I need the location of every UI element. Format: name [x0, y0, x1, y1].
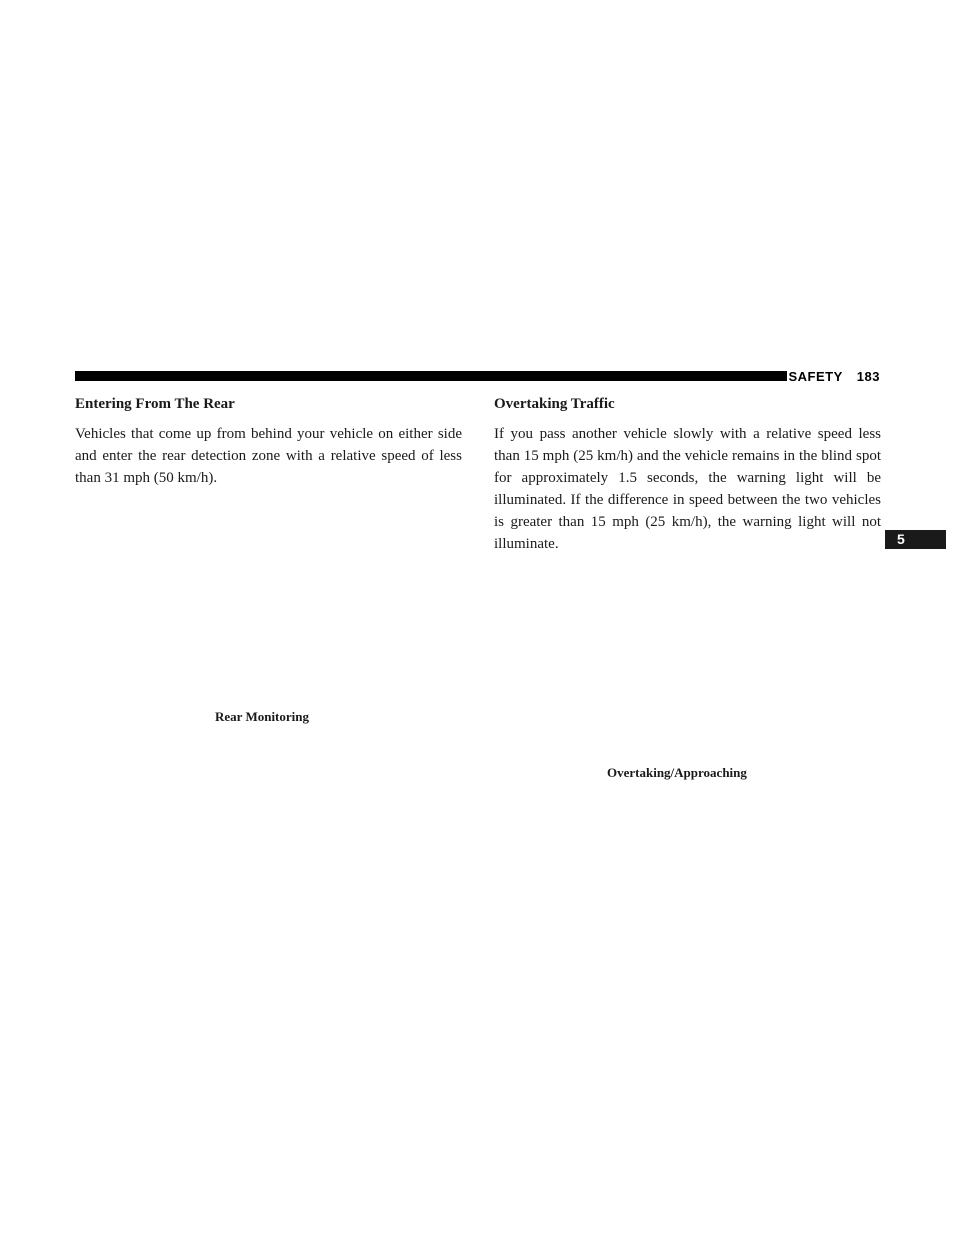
- figure-caption-overtaking-approaching: Overtaking/Approaching: [607, 765, 747, 780]
- section-title: SAFETY: [788, 369, 843, 384]
- running-header: [789, 369, 881, 384]
- paragraph-entering-from-rear: Vehicles that come up from behind your vehicle on either side and enter the rear detection zone with a relative speed of less than 31 mph (50 km/h).: [75, 426, 462, 486]
- chapter-tab: 5: [885, 530, 946, 549]
- header-rule: [75, 371, 787, 381]
- section-heading-entering-from-rear: Entering From The Rear: [75, 396, 235, 412]
- section-heading-overtaking-traffic: Overtaking Traffic: [494, 396, 615, 412]
- page-number: 183: [856, 369, 880, 384]
- figure-caption-rear-monitoring: Rear Monitoring: [215, 709, 309, 724]
- paragraph-overtaking-traffic: If you pass another vehicle slowly with a relative speed less than 15 mph (25 km/h) and the vehicle remains in the blind spot for approximately 1.5 seconds, the warning light will be illuminated. If the difference in speed between the two vehicles is greater than 15 mph (25 km/h), the warning light will not illuminate.: [494, 426, 881, 552]
- left-column: [75, 394, 462, 489]
- right-column: [494, 394, 881, 555]
